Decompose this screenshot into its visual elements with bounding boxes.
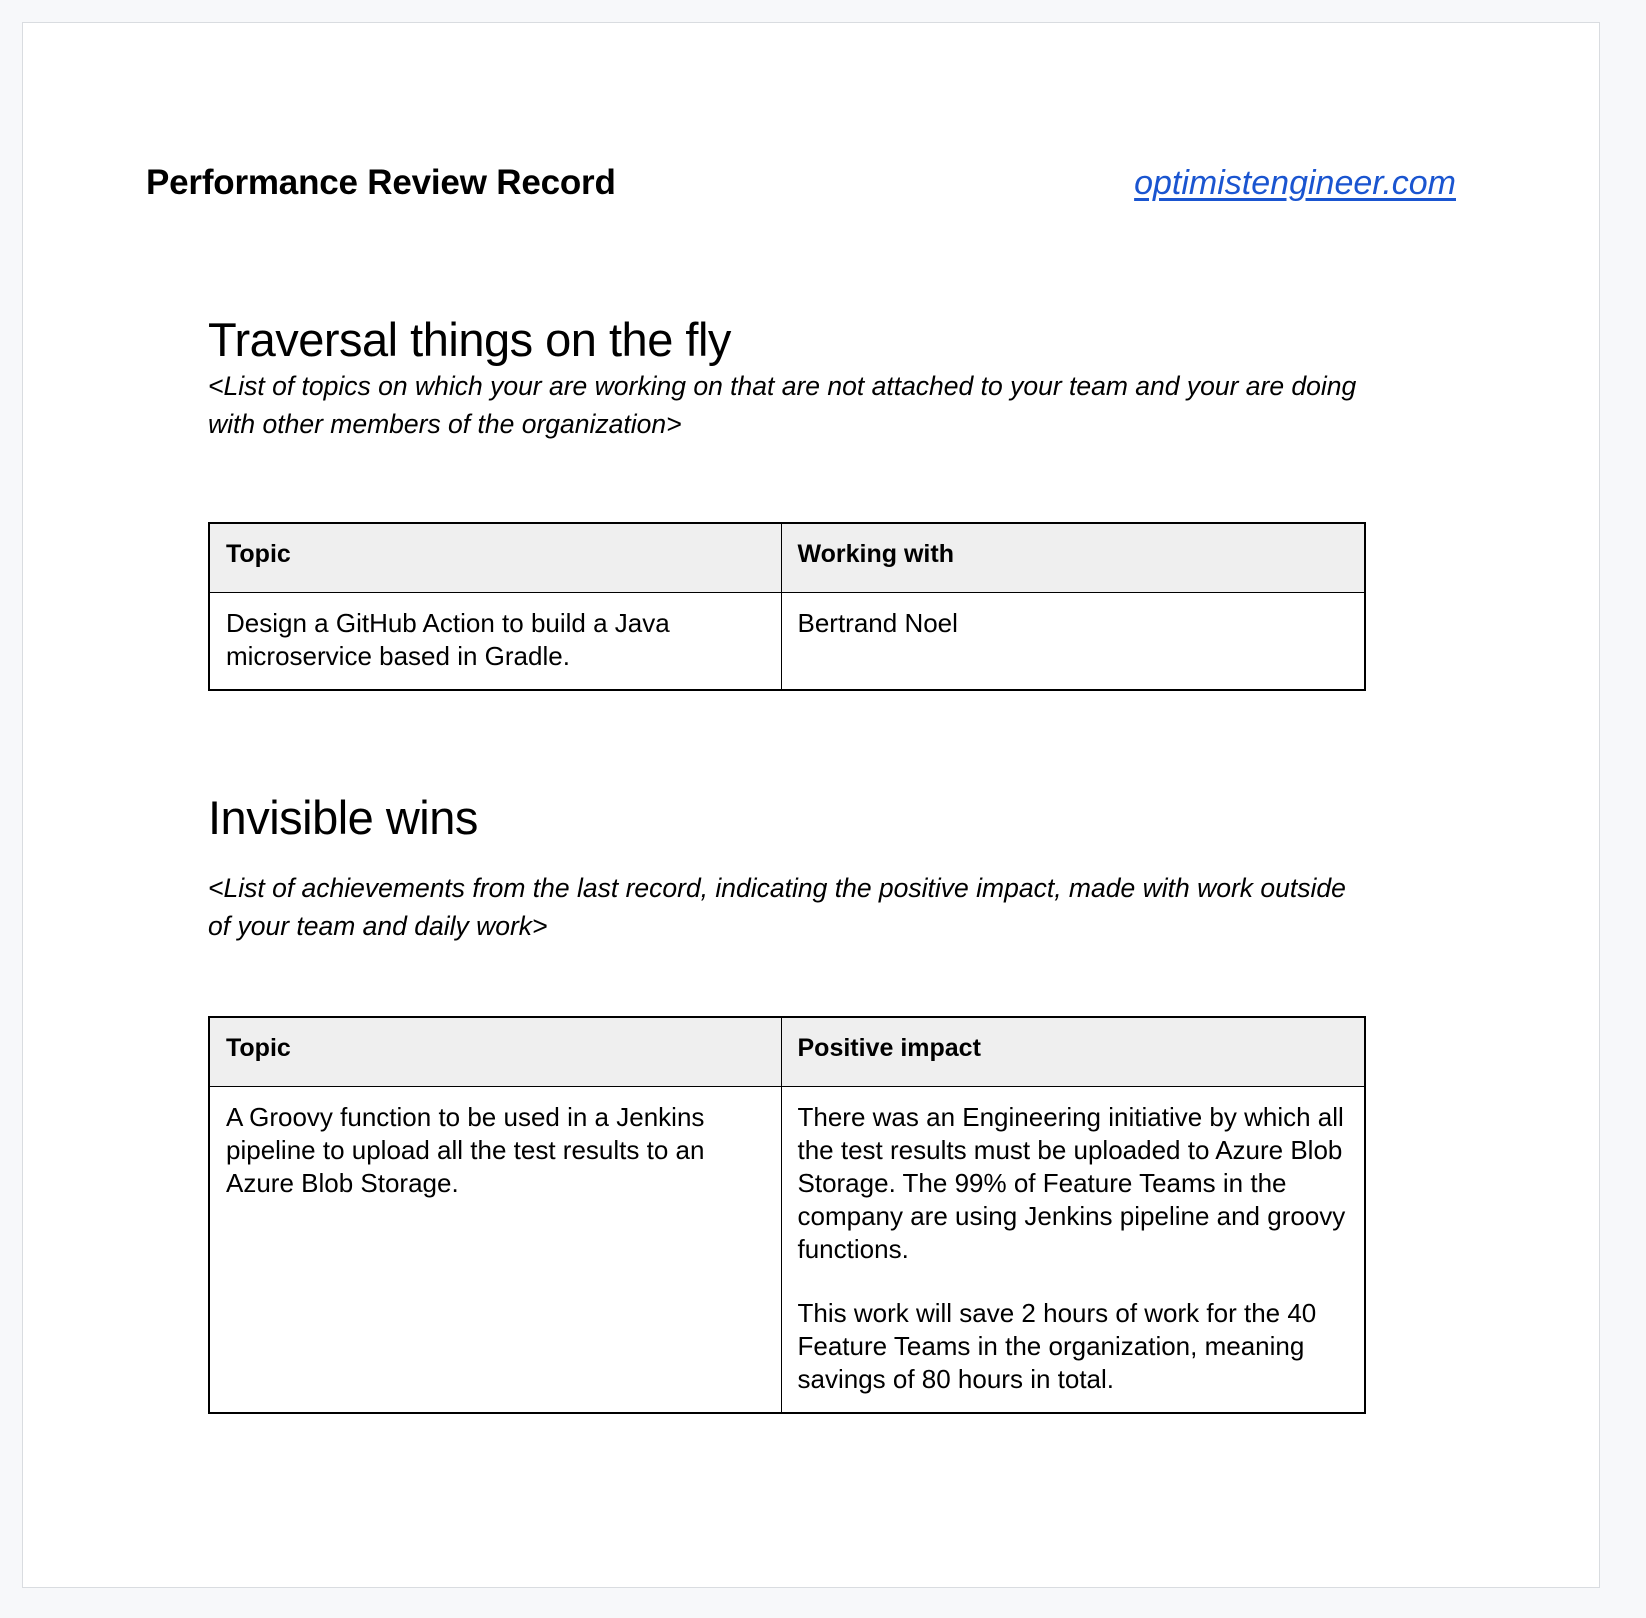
section-description-2: <List of achievements from the last record, indicating the positive impact, made with work outside of your team and daily work> <box>208 872 1346 942</box>
table-header-row <box>209 1017 1365 1087</box>
document-page <box>22 22 1600 1588</box>
page-title: Performance Review Record <box>146 163 616 202</box>
spacer <box>208 946 1393 1016</box>
section-invisible-wins <box>208 791 1393 1414</box>
column-header-topic: Topic <box>209 1017 781 1087</box>
table-header-row <box>209 523 1365 593</box>
website-link[interactable]: optimistengineer.com <box>1134 164 1456 202</box>
cell-positive-impact <box>781 1086 1365 1413</box>
document-body <box>208 313 1393 1414</box>
section-traversal-things-on-the-fly <box>208 313 1393 691</box>
invisible-wins-table <box>208 1016 1366 1414</box>
spacer <box>208 691 1393 791</box>
section-heading-1: Traversal things on the fly <box>208 313 731 366</box>
cell-topic: A Groovy function to be used in a Jenkins pipeline to upload all the test results to an Azure Blob Storage. <box>209 1086 781 1413</box>
column-header-working-with: Working with <box>781 523 1365 593</box>
impact-paragraph-2: This work will save 2 hours of work for the 40 Feature Teams in the organization, meaning savings of 80 hours in total. <box>797 1297 1317 1394</box>
cell-topic: Design a GitHub Action to build a Java microservice based in Gradle. <box>209 592 781 690</box>
section-heading-2: Invisible wins <box>208 790 478 844</box>
column-header-positive-impact: Positive impact <box>781 1017 1365 1087</box>
document-header <box>146 163 1456 203</box>
table-row <box>209 1086 1365 1413</box>
traversal-topics-table <box>208 522 1366 691</box>
impact-paragraph-1: There was an Engineering initiative by which all the test results must be uploaded to Azure Blob Storage. The 99% of Feature Teams in the company are using Jenkins pipeline and groovy functions. <box>797 1101 1346 1264</box>
spacer <box>208 845 1393 869</box>
cell-working-with: Bertrand Noel <box>781 592 1365 690</box>
section-description-1: <List of topics on which your are working on that are not attached to your team and your are doing with other members of the organization> <box>208 371 1357 440</box>
spacer <box>208 444 1393 522</box>
table-row <box>209 592 1365 690</box>
column-header-topic: Topic <box>209 523 781 593</box>
